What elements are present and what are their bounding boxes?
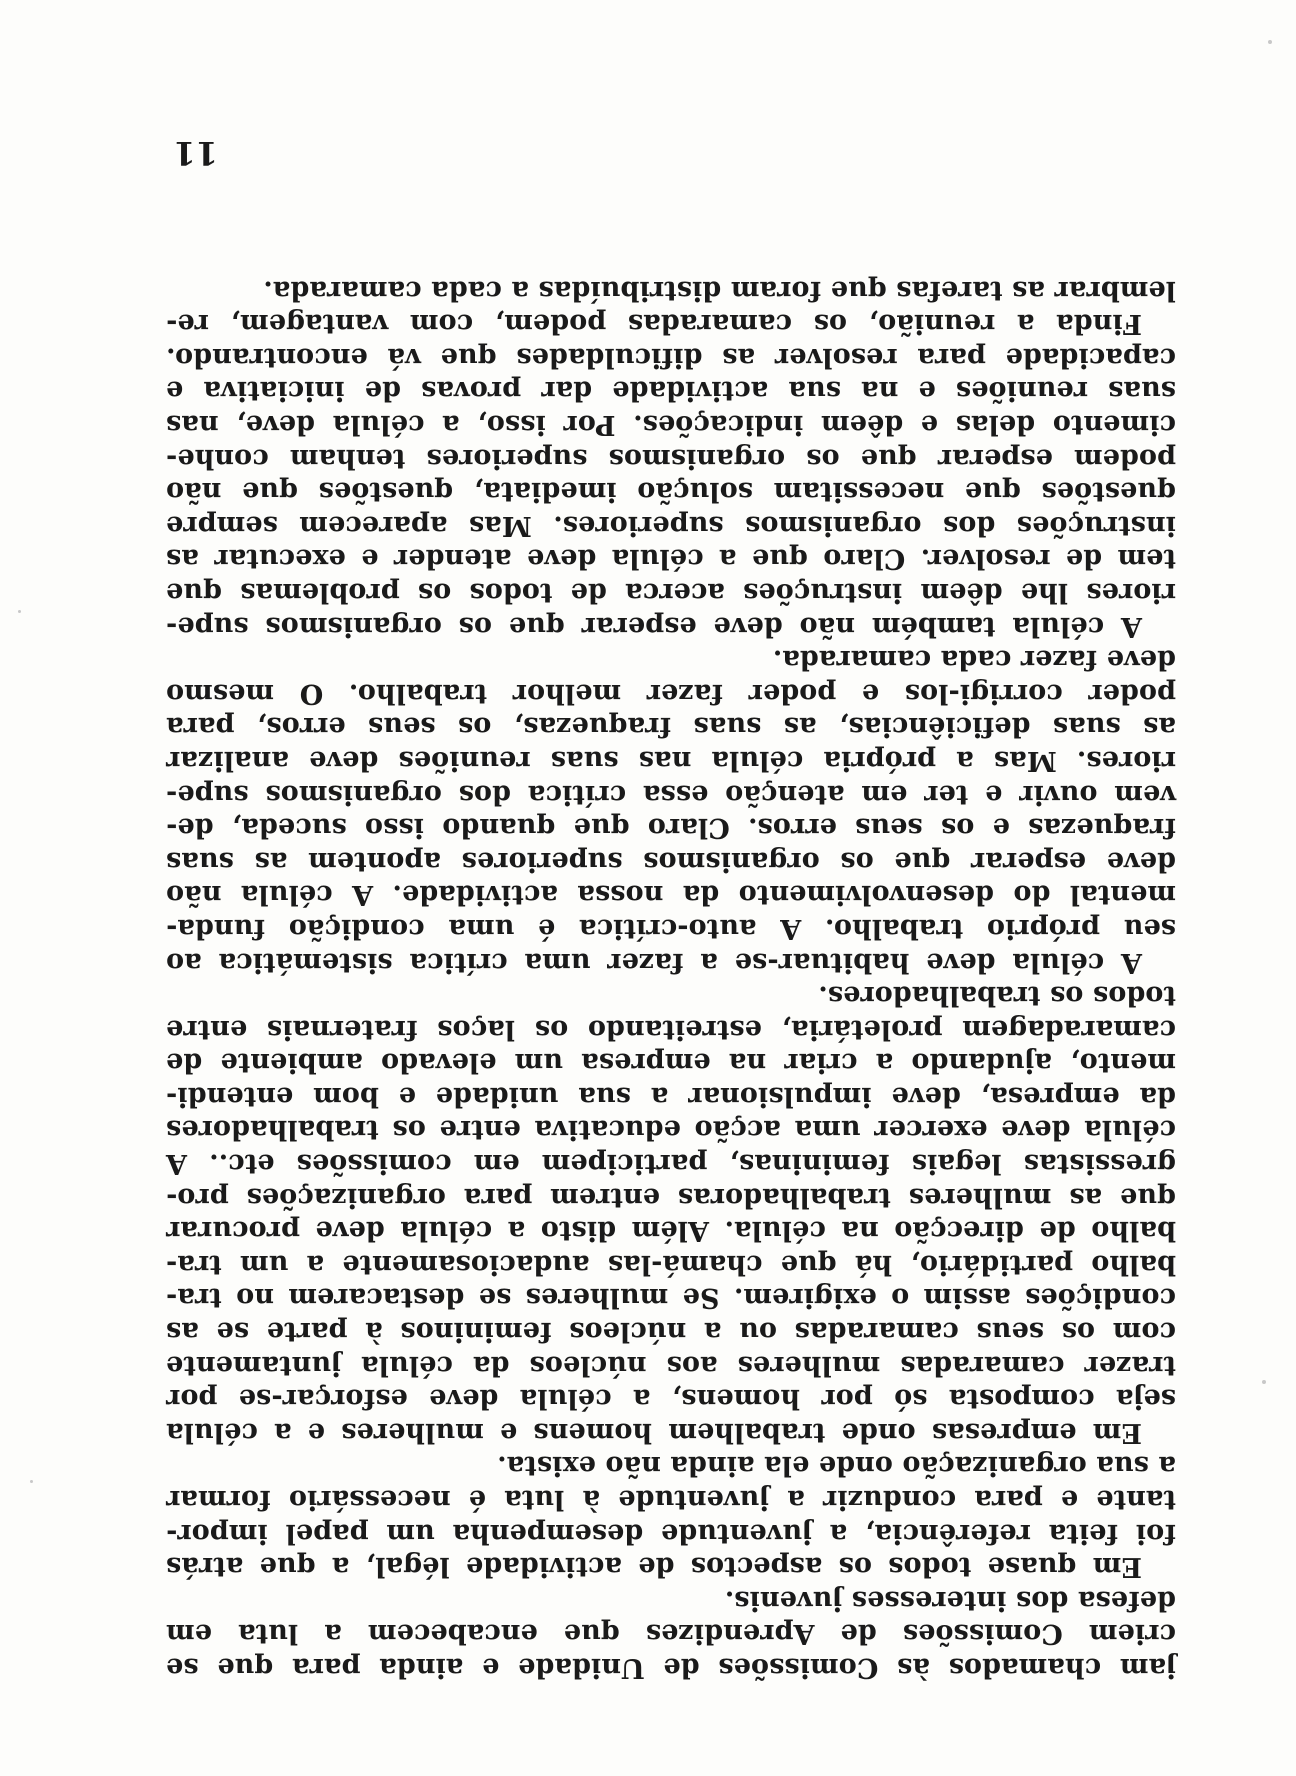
- text-line: mental do desenvolvimento da nossa actividade. A célula não: [166, 879, 1176, 911]
- text-line: fraquezas e os seus erros. Claro que quando isso suceda, de-: [166, 812, 1176, 844]
- text-line: trazer camaradas mulheres aos núcleos da célula juntamente: [166, 1349, 1176, 1381]
- text-line: poder corrigi-los e poder fazer melhor trabalho. O mesmo: [166, 677, 1176, 709]
- text-line: cimento delas e dêem indicações. Por isso, a célula deve, nas: [166, 409, 1176, 441]
- text-line: foi feita referência, a juventude desempenha um papel impor-: [166, 1517, 1176, 1549]
- text-line: defesa dos interesses juvenis.: [724, 1584, 1176, 1616]
- text-line: Finda a reunião, os camaradas podem, com vantagem, re-: [166, 308, 1142, 340]
- page-number: 11: [173, 134, 218, 172]
- text-line: capacidade para resolver as dificuldades que vá encontrando.: [166, 341, 1176, 373]
- text-line: riores. Mas a própria célula nas suas reuniões deve analizar: [166, 744, 1176, 776]
- text-line: lembrar as tarefas que foram distribuídas a cada camarada.: [263, 274, 1176, 306]
- text-line: célula deve exercer uma acção educativa entre os trabalhadores: [166, 1114, 1176, 1146]
- text-line: vem ouvir e ter em atenção essa crítica dos organismos supe-: [166, 778, 1176, 810]
- text-line: deve esperar que os organismos superiores apontem as suas: [166, 845, 1176, 877]
- text-line: tem de resolver. Claro que a célula deve atender e executar as: [166, 543, 1176, 575]
- text-line: suas reuniões e na sua actividade dar provas de iniciativa e: [166, 375, 1176, 407]
- text-line: gressistas legais femininas, participem em comissões etc.. A: [166, 1148, 1176, 1180]
- text-line: que as mulheres trabalhadoras entrem para organizações pro-: [166, 1181, 1176, 1213]
- text-line: Em empresas onde trabalhem homens e mulheres e a célula: [166, 1416, 1142, 1448]
- text-line: criem Comissões de Aprendizes que encabecem a luta em: [166, 1618, 1176, 1650]
- text-line: todos os trabalhadores.: [818, 980, 1176, 1012]
- text-line: podem esperar que os organismos superiores tenham conhe-: [166, 442, 1176, 474]
- text-line: a sua organização onde ela ainda não exista.: [497, 1450, 1176, 1482]
- text-line: mento, ajudando a criar na empresa um elevado ambiente de: [166, 1047, 1176, 1079]
- text-line: da empresa, deve impulsionar a sua unidade e bom entendi-: [166, 1080, 1176, 1112]
- text-line: Em quase todos os aspectos de actividade légal, a que atrás: [166, 1551, 1142, 1583]
- text-line: com os seus camaradas ou a núcleos femininos à parte se as: [166, 1316, 1176, 1348]
- text-line: seja composta só por homens, a célula deve esforçar-se por: [166, 1383, 1176, 1415]
- text-line: as suas deficiências, as suas fraquezas, os seus erros, para: [166, 711, 1176, 743]
- text-line: seu próprio trabalho. A auto-crítica é uma condição funda-: [166, 912, 1176, 944]
- text-line: questões que necessitam solução imediata, questões que não: [166, 476, 1176, 508]
- text-line: riores lhe dêem instruções acerca de todos os problemas que: [166, 577, 1176, 608]
- text-line: tante e para conduzir a juventude à luta é necessário formar: [166, 1484, 1176, 1516]
- text-line: balho partidário, há que chamá-las audaciosamente a um tra-: [166, 1248, 1176, 1280]
- text-line: A célula também não deve esperar que os organismos supe-: [166, 610, 1142, 642]
- text-line: jam chamados às Comissões de Unidade e ainda para que se: [166, 1652, 1176, 1683]
- text-line: instruções dos organismos superiores. Mas aparecem sempre: [166, 509, 1176, 541]
- text-line: balho de direcção na célula. Além disto a célula deve procurar: [166, 1215, 1176, 1247]
- text-line: deve fazer cada camarada.: [772, 644, 1176, 676]
- text-line: A célula deve habituar-se a fazer uma crítica sistemática ao: [166, 946, 1142, 978]
- text-line: condições assim o exigirem. Se mulheres se destacarem no tra-: [166, 1282, 1176, 1314]
- text-line: camaradagem proletária, estreitando os laços fraternais entre: [166, 1013, 1176, 1045]
- body-text: [166, 273, 1176, 1684]
